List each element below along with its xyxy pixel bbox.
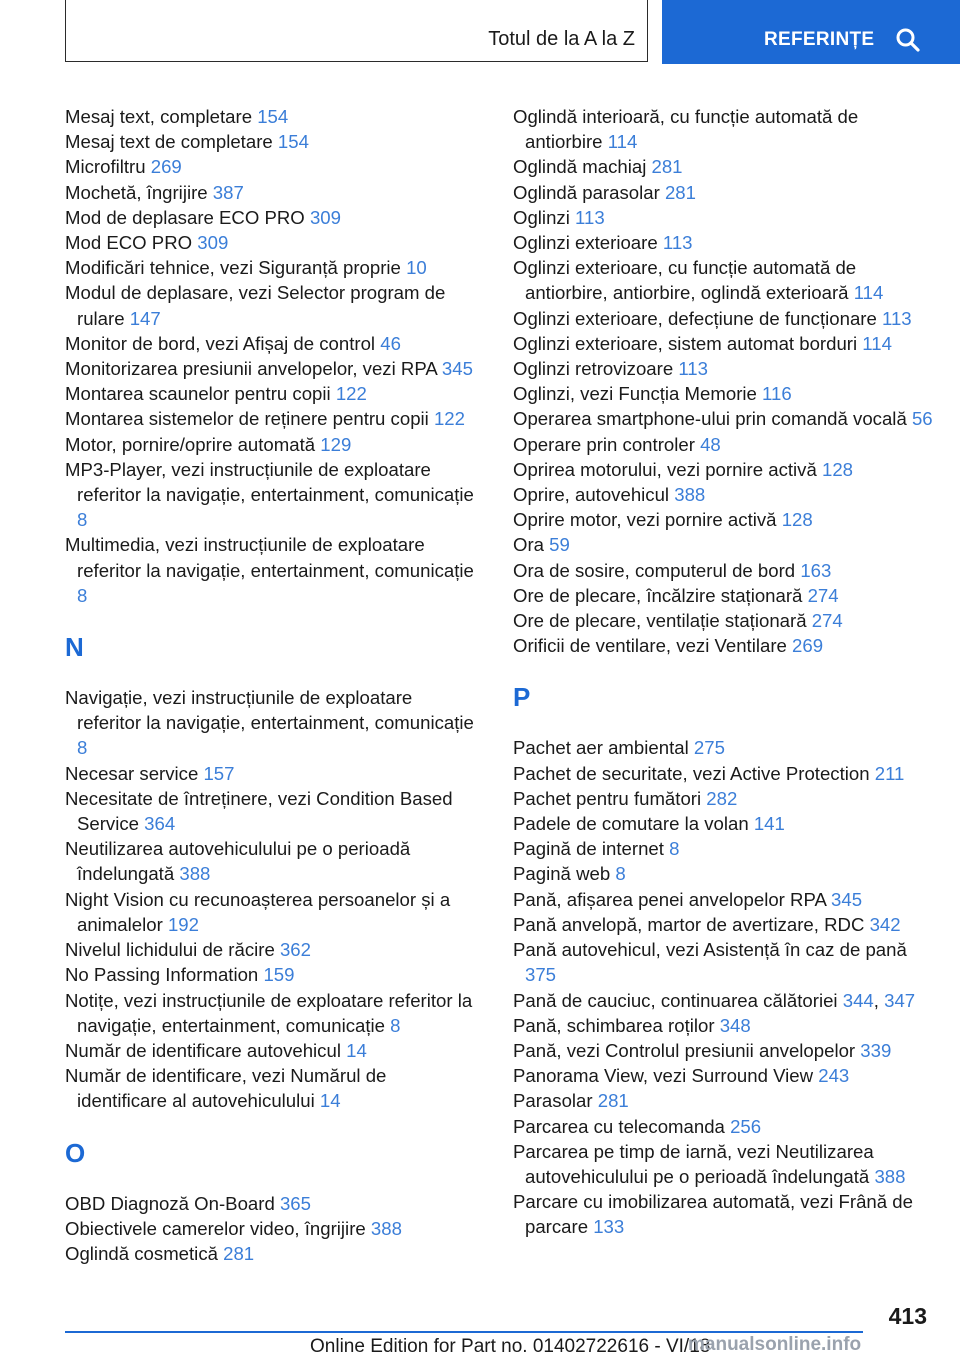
index-entry <box>513 786 933 811</box>
index-entry-text: No Passing Information <box>65 964 264 986</box>
page-reference-link[interactable]: 269 <box>150 156 182 178</box>
index-entry <box>513 887 933 912</box>
index-entry <box>513 1063 933 1088</box>
page-reference-link[interactable]: 163 <box>800 559 832 581</box>
index-entry <box>513 180 933 205</box>
index-entry-text: Nivelul lichidului de răcire <box>65 939 280 961</box>
index-entry-text: Operare prin controler <box>513 433 701 455</box>
index-entry-text: Modificări tehnice, vezi Siguranță proprie <box>65 257 407 279</box>
header-section-box <box>65 0 648 62</box>
index-entry <box>513 205 933 230</box>
index-entry <box>65 432 480 457</box>
index-entry <box>513 331 933 356</box>
index-entry-text: Montarea sistemelor de reținere pentru copii <box>65 408 434 430</box>
page-reference-link[interactable]: 114 <box>862 332 892 354</box>
index-entry <box>513 104 933 154</box>
page-reference-link[interactable]: 8 <box>615 863 626 885</box>
index-entry <box>65 1063 480 1113</box>
index-entry <box>65 230 480 255</box>
index-entry-text: Montarea scaunelor pentru copii <box>65 383 336 405</box>
page-reference-link[interactable]: 281 <box>597 1090 629 1112</box>
page-reference-link[interactable]: 309 <box>197 232 229 254</box>
index-entry-text: Pagină de internet <box>513 838 670 860</box>
index-entry-text: Modul de deplasare, vezi Selector program de rulare <box>65 282 446 329</box>
page-reference-link[interactable]: 154 <box>257 106 289 127</box>
page-reference-link[interactable]: 345 <box>831 888 863 910</box>
page-reference-link[interactable]: 344 <box>842 989 874 1011</box>
index-entry <box>513 154 933 179</box>
index-entry-text: Pană, afișarea penei anvelopelor RPA <box>513 888 832 910</box>
footer-divider <box>65 1331 863 1333</box>
index-entry <box>65 887 480 937</box>
index-entry <box>513 811 933 836</box>
index-entry-text: Oglinzi exterioare, cu funcție automată de antiorbire, antiorbire, oglindă exterioară <box>513 257 857 304</box>
index-entry <box>65 180 480 205</box>
page-reference-link[interactable]: 8 <box>669 838 680 860</box>
index-column-left <box>65 104 480 1266</box>
index-entry-text: Microfiltru <box>65 156 151 178</box>
index-entry-text: Ora de sosire, computerul de bord <box>513 559 801 581</box>
page-reference-link[interactable]: 141 <box>753 813 785 835</box>
page-reference-link[interactable]: 243 <box>818 1065 850 1087</box>
index-entry-text: Monitorizarea presiunii anvelopelor, vezi RPA <box>65 358 442 380</box>
index-letter-heading: P <box>513 682 531 713</box>
index-entry <box>65 356 480 381</box>
page-reference-link[interactable]: 345 <box>441 358 473 380</box>
index-entry <box>513 507 933 532</box>
page-reference-link[interactable]: 388 <box>370 1217 402 1239</box>
page-reference-link[interactable]: 388 <box>179 863 211 885</box>
index-entry-text: OBD Diagnoză On-Board <box>65 1192 280 1214</box>
index-entry-text: Parcarea pe timp de iarnă, vezi Neutilizarea autovehiculului pe o perioadă îndelungată <box>513 1140 875 1187</box>
page-reference-link[interactable]: 59 <box>549 534 570 556</box>
index-entry <box>513 356 933 381</box>
page-reference-link[interactable]: 116 <box>762 383 792 405</box>
index-entry-text: Padele de comutare la volan <box>513 813 754 835</box>
page-reference-link[interactable]: 113 <box>575 206 605 228</box>
index-entry-text: Navigație, vezi instrucțiunile de exploatare referitor la navigație, entertainment, comunicație <box>65 687 474 734</box>
page-reference-link[interactable]: 388 <box>874 1165 906 1187</box>
index-entry: Pană de cauciuc, continuarea călătoriei 344, 347 <box>513 989 916 1011</box>
page-reference-link[interactable]: 10 <box>406 257 427 279</box>
page-reference-link[interactable]: 14 <box>346 1039 367 1061</box>
index-entry-text: Număr de identificare, vezi Numărul de identificare al autovehiculului <box>65 1065 387 1112</box>
index-entry <box>65 1038 480 1063</box>
index-entry <box>65 937 480 962</box>
index-entry-text: Multimedia, vezi instrucțiunile de exploatare referitor la navigație, entertainment, comunicație <box>65 534 474 581</box>
page-reference-link[interactable]: 281 <box>223 1242 255 1264</box>
index-entry-text: Oglindă machiaj <box>513 156 652 178</box>
page-reference-link[interactable]: 281 <box>664 181 696 203</box>
index-entry <box>65 761 480 786</box>
index-entry <box>513 1139 933 1189</box>
page-reference-link[interactable]: 113 <box>662 232 693 254</box>
index-entry-text: Oglinzi exterioare, defecțiune de funcționare <box>513 307 882 329</box>
index-entry <box>513 457 933 482</box>
index-entry-text: Panorama View, vezi Surround View <box>513 1065 819 1087</box>
page-reference-link[interactable]: 342 <box>869 913 901 935</box>
index-entry <box>65 988 480 1038</box>
index-entry <box>513 912 933 937</box>
index-entry-text: Oglindă cosmetică <box>65 1242 224 1264</box>
page-reference-link[interactable]: 154 <box>277 131 309 153</box>
index-entry <box>65 1191 480 1216</box>
index-entry-text: Mod de deplasare ECO PRO <box>65 206 310 228</box>
references-tab-label: REFERINȚE <box>764 29 875 50</box>
page-reference-link[interactable]: 159 <box>263 964 295 986</box>
page-reference-link[interactable]: 309 <box>309 206 341 228</box>
page-number: 413 <box>888 1303 927 1329</box>
index-entry <box>65 129 480 154</box>
index-entry-text: Ora <box>513 534 550 556</box>
page-reference-link[interactable]: 8 <box>77 584 88 606</box>
page-reference-link[interactable]: 375 <box>525 964 557 986</box>
page-reference-link[interactable]: 113 <box>678 358 708 380</box>
index-entry-text: Night Vision cu recunoașterea persoanelor și a animalelor <box>65 888 451 935</box>
page-reference-link[interactable]: 8 <box>77 509 88 531</box>
index-entry <box>513 583 933 608</box>
search-icon[interactable] <box>895 27 921 53</box>
page-reference-link[interactable]: 387 <box>212 181 244 203</box>
index-entry <box>65 962 480 987</box>
index-entry <box>513 532 933 557</box>
page-reference-link[interactable]: 339 <box>860 1039 892 1061</box>
index-entry <box>513 633 933 658</box>
index-entry-text: Mochetă, îngrijire <box>65 181 213 203</box>
index-entry <box>513 230 933 255</box>
index-entry <box>65 280 480 330</box>
page-reference-link[interactable]: 14 <box>319 1090 341 1112</box>
references-tab[interactable] <box>662 0 960 64</box>
index-entry <box>65 457 480 533</box>
index-entry-text: Pachet de securitate, vezi Active Protection <box>513 762 875 784</box>
index-entry-text: Pachet pentru fumători <box>513 787 707 809</box>
page-reference-link[interactable]: 122 <box>335 383 367 405</box>
index-entry-text: Pană anvelopă, martor de avertizare, RDC <box>513 913 870 935</box>
index-entry-text: Mesaj text de completare <box>65 131 278 153</box>
page-reference-link[interactable]: 147 <box>129 307 161 329</box>
index-entry-text: Oglinzi exterioare, sistem automat borduri <box>513 332 863 354</box>
page-reference-link[interactable]: 114 <box>607 131 638 153</box>
index-entry <box>513 937 933 987</box>
index-entry <box>65 205 480 230</box>
page-reference-link[interactable]: 8 <box>77 737 88 759</box>
page-reference-link[interactable]: 113 <box>882 307 912 329</box>
index-entry <box>65 786 480 836</box>
index-entry <box>513 1038 933 1063</box>
page-reference-link[interactable]: 129 <box>320 433 352 455</box>
index-entry <box>65 836 480 886</box>
index-entry-text: Pană, vezi Controlul presiunii anvelopelor <box>513 1039 861 1061</box>
index-entry-text: Monitor de bord, vezi Afișaj de control <box>65 332 381 354</box>
page-reference-link[interactable]: 8 <box>390 1014 401 1036</box>
page-reference-link[interactable]: 128 <box>822 458 854 480</box>
index-entry-text: Oprire, autovehicul <box>513 484 675 506</box>
page-reference-link[interactable]: 114 <box>853 282 884 304</box>
page-reference-link[interactable]: 348 <box>719 1014 751 1036</box>
index-entry-text: Pană autovehicul, vezi Asistență în caz de pană <box>513 939 907 961</box>
index-entry <box>65 1216 480 1241</box>
index-entry <box>513 482 933 507</box>
index-entry <box>65 532 480 608</box>
page-reference-link[interactable]: 364 <box>144 813 176 835</box>
page-reference-link[interactable]: 282 <box>706 787 738 809</box>
page-reference-link[interactable]: 269 <box>792 635 824 657</box>
index-entry <box>65 255 480 280</box>
index-entry <box>513 255 933 305</box>
index-entry-text: Mesaj text, completare <box>65 106 258 127</box>
page-reference-link[interactable]: 157 <box>203 762 235 784</box>
index-entry-text: Mod ECO PRO <box>65 232 198 254</box>
index-entry <box>513 1189 933 1239</box>
index-entry-text: Oprirea motorului, vezi pornire activă <box>513 458 822 480</box>
index-entry <box>65 381 480 406</box>
index-entry-text: Oglinzi exterioare <box>513 232 663 254</box>
index-entry-text: Pană, schimbarea roților <box>513 1014 720 1036</box>
index-entry-text: Parcarea cu telecomanda <box>513 1115 731 1137</box>
index-entry-text: Necesitate de întreținere, vezi Condition Based Service <box>65 787 453 835</box>
index-entry <box>513 836 933 861</box>
index-entry <box>513 558 933 583</box>
index-entry <box>513 861 933 886</box>
index-entry-text: Motor, pornire/oprire automată <box>65 433 321 455</box>
index-entry <box>513 306 933 331</box>
index-entry <box>65 685 480 761</box>
index-entry <box>513 432 933 457</box>
index-letter-heading: N <box>65 632 84 663</box>
index-entry-text: Operarea smartphone-ului prin comandă vocală <box>513 408 912 430</box>
index-entry <box>65 104 480 129</box>
index-entry-text: Parasolar <box>513 1090 598 1112</box>
index-entry-text: Oprire motor, vezi pornire activă <box>513 509 782 531</box>
page-reference-link[interactable]: 362 <box>279 939 311 961</box>
index-entry <box>513 1088 933 1113</box>
index-entry <box>513 1013 933 1038</box>
footer-edition-text: Online Edition for Part no. 01402722616 - VI/18 <box>310 1336 711 1357</box>
page-reference-link[interactable]: 281 <box>651 156 683 178</box>
index-entry-text: Oglinzi retrovizoare <box>513 358 679 380</box>
index-entry-text: Obiectivele camerelor video, îngrijire <box>65 1217 371 1239</box>
page-reference-link[interactable]: 275 <box>693 737 725 759</box>
index-entry <box>513 381 933 406</box>
index-entry <box>65 331 480 356</box>
index-entry-text: Ore de plecare, încălzire staționară <box>513 584 808 606</box>
index-entry-text: Neutilizarea autovehiculului pe o perioadă îndelungată <box>65 838 411 885</box>
index-entry <box>513 608 933 633</box>
page-reference-link[interactable]: 133 <box>593 1216 625 1238</box>
index-entry <box>513 1114 933 1139</box>
page-reference-link[interactable]: 122 <box>433 408 465 430</box>
index-entry-text: Pagină web <box>513 863 616 885</box>
index-entry-text: Oglindă parasolar <box>513 181 665 203</box>
index-entry-text: Oglinzi, vezi Funcția Memorie <box>513 383 763 405</box>
page-reference-link[interactable]: 48 <box>700 433 721 455</box>
section-title: Totul de la A la Z <box>488 28 635 50</box>
index-entry <box>65 1241 480 1266</box>
page-reference-link[interactable]: 211 <box>874 762 905 784</box>
index-entry-text: Pană de cauciuc, continuarea călătoriei <box>513 989 843 1011</box>
page-reference-link[interactable]: 274 <box>807 584 839 606</box>
page-reference-link[interactable]: 128 <box>781 509 813 531</box>
page-reference-link[interactable]: 46 <box>380 332 401 354</box>
page-reference-link[interactable]: 274 <box>811 610 843 632</box>
index-entry-text: Oglinzi <box>513 206 576 228</box>
index-entry-text: Ore de plecare, ventilație staționară <box>513 610 812 632</box>
page-reference-link[interactable]: 56 <box>911 408 933 430</box>
index-letter-heading: O <box>65 1137 86 1168</box>
index-entry-text: Pachet aer ambiental <box>513 737 694 759</box>
footer-brand-watermark: manualsonline.info <box>688 1334 862 1355</box>
index-column-right <box>513 104 933 1240</box>
index-entry <box>65 406 480 431</box>
page-reference-link[interactable]: 192 <box>167 913 199 935</box>
index-entry-text: Necesar service <box>65 762 204 784</box>
index-entry-text: Notițe, vezi instrucțiunile de exploatare referitor la navigație, entertainment, comunicație <box>65 989 473 1036</box>
page-reference-link[interactable]: 256 <box>730 1115 762 1137</box>
page-reference-link[interactable]: 365 <box>279 1192 311 1214</box>
index-entry-text: Oglindă interioară, cu funcție automată de antiorbire <box>513 106 859 153</box>
index-entry <box>513 761 933 786</box>
page-reference-link[interactable]: 388 <box>674 484 706 506</box>
index-entry-text: Orificii de ventilare, vezi Ventilare <box>513 635 793 657</box>
page-reference-link[interactable]: 347 <box>884 989 916 1011</box>
index-entry <box>65 154 480 179</box>
index-entry <box>513 735 933 760</box>
index-entry-text: Număr de identificare autovehicul <box>65 1039 347 1061</box>
index-entry-text: Parcare cu imobilizarea automată, vezi Frână de parcare <box>513 1191 913 1238</box>
index-entry-text: MP3-Player, vezi instrucțiunile de exploatare referitor la navigație, entertainment, comunicație <box>65 458 474 506</box>
index-entry <box>513 406 933 431</box>
